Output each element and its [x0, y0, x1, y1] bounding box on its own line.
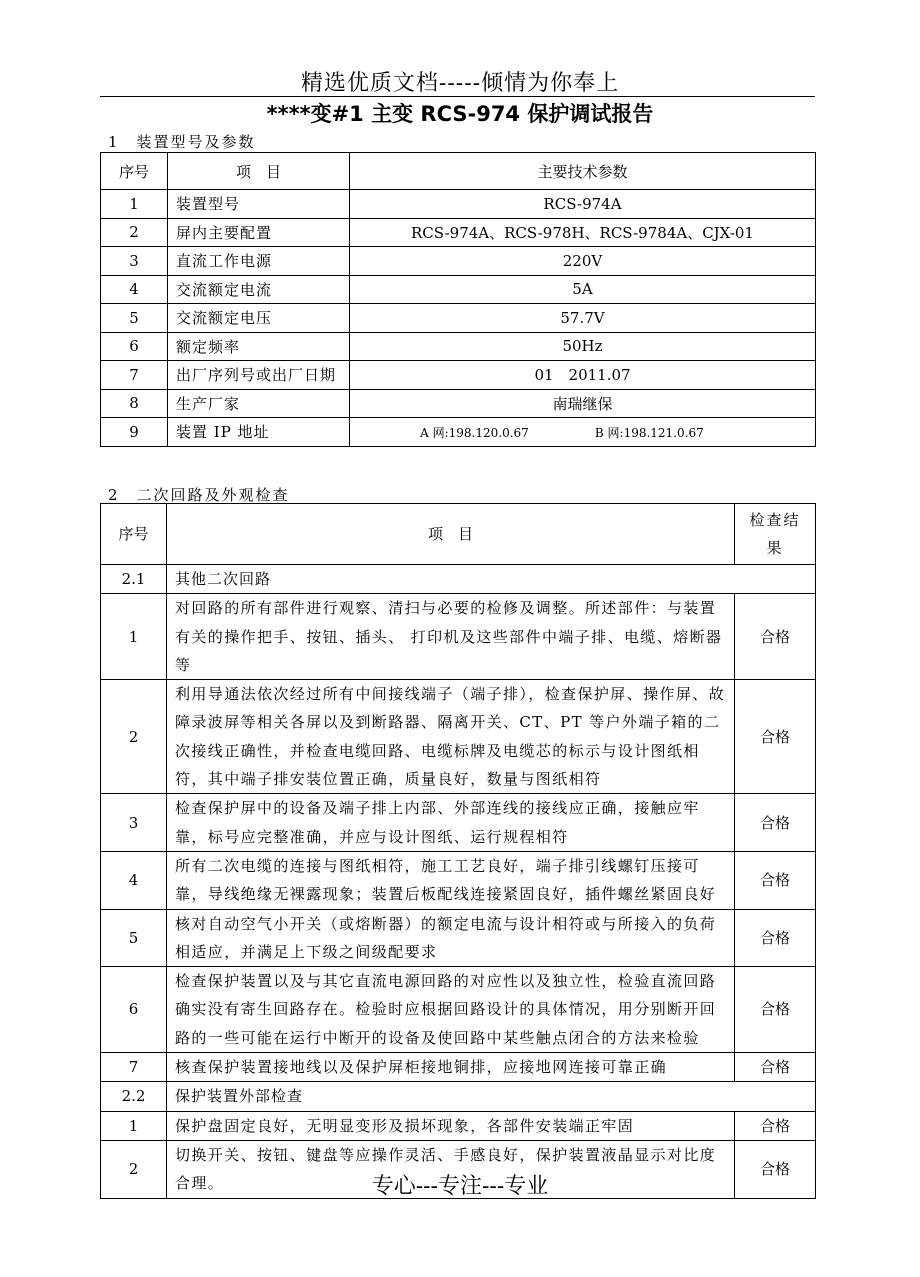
item-value: RCS-974A、RCS-978H、RCS-9784A、CJX-01	[350, 218, 816, 247]
item-name: 屏内主要配置	[168, 218, 350, 247]
item-value: RCS-974A	[350, 190, 816, 219]
check-result: 合格	[735, 680, 816, 794]
item-name: 出厂序列号或出厂日期	[168, 361, 350, 390]
check-result: 合格	[735, 909, 816, 967]
ip-address-a: A 网:198.120.0.67	[420, 425, 529, 440]
column-header-item: 项 目	[167, 504, 735, 565]
table-row	[101, 190, 816, 219]
row-number: 9	[101, 418, 168, 447]
check-result: 合格	[735, 1053, 816, 1082]
ip-address-b: B 网:198.121.0.67	[594, 425, 704, 440]
item-name: 装置 IP 地址	[168, 418, 350, 447]
row-number: 8	[101, 389, 168, 418]
ip-address-cell	[350, 418, 816, 447]
table-row	[101, 851, 816, 909]
row-number: 4	[101, 851, 167, 909]
table-row	[101, 680, 816, 794]
column-header-result: 检查结果	[735, 504, 816, 565]
check-description: 对回路的所有部件进行观察、清扫与必要的检修及调整。所述部件：与装置有关的操作把手、按钮、插头、 打印机及这些部件中端子排、电缆、熔断器等	[167, 594, 735, 680]
row-number: 1	[101, 594, 167, 680]
report-title: ****变#1 主变 RCS-974 保护调试报告	[266, 102, 654, 126]
page-footer: 专心---专注---专业	[371, 1174, 549, 1199]
check-result: 合格	[735, 594, 816, 680]
table-row	[101, 304, 816, 333]
table-row	[101, 909, 816, 967]
item-name: 生产厂家	[168, 389, 350, 418]
item-name: 交流额定电流	[168, 275, 350, 304]
item-value: 01 2011.07	[350, 361, 816, 390]
column-header-params: 主要技术参数	[350, 153, 816, 190]
table-row	[101, 794, 816, 852]
row-number: 1	[101, 190, 168, 219]
item-value: 220V	[350, 247, 816, 276]
row-number: 1	[101, 1111, 167, 1140]
table-header-row	[101, 504, 816, 565]
row-number: 3	[101, 247, 168, 276]
item-value: 5A	[350, 275, 816, 304]
table-row	[101, 361, 816, 390]
item-value: 50Hz	[350, 332, 816, 361]
check-result: 合格	[735, 851, 816, 909]
table-row	[101, 594, 816, 680]
section2-heading: 2 二次回路及外观检查	[108, 486, 290, 504]
column-header-no: 序号	[101, 153, 168, 190]
table-row	[101, 418, 816, 447]
item-name: 额定频率	[168, 332, 350, 361]
item-name: 装置型号	[168, 190, 350, 219]
item-value: 57.7V	[350, 304, 816, 333]
column-header-item: 项 目	[168, 153, 350, 190]
row-number: 5	[101, 909, 167, 967]
circuit-inspection-table	[100, 503, 816, 1199]
group-title: 保护装置外部检查	[167, 1082, 816, 1111]
item-value: 南瑞继保	[350, 389, 816, 418]
check-result: 合格	[735, 1140, 816, 1198]
row-number: 6	[101, 967, 167, 1053]
header-divider	[100, 96, 815, 97]
check-result: 合格	[735, 967, 816, 1053]
group-number: 2.1	[101, 565, 167, 594]
page-header: 精选优质文档-----倾情为你奉上	[300, 71, 620, 96]
item-name: 直流工作电源	[168, 247, 350, 276]
column-header-no: 序号	[101, 504, 167, 565]
table-row	[101, 247, 816, 276]
table-header-row	[101, 153, 816, 190]
check-result: 合格	[735, 1111, 816, 1140]
row-number: 7	[101, 1053, 167, 1082]
group-header-row	[101, 1082, 816, 1111]
check-description: 所有二次电缆的连接与图纸相符，施工工艺良好，端子排引线螺钉压接可靠，导线绝缘无裸露现象；装置后板配线连接紧固良好，插件螺丝紧固良好	[167, 851, 735, 909]
table-row	[101, 1111, 816, 1140]
table-row	[101, 275, 816, 304]
row-number: 4	[101, 275, 168, 304]
row-number: 2	[101, 1140, 167, 1198]
check-result: 合格	[735, 794, 816, 852]
row-number: 6	[101, 332, 168, 361]
row-number: 7	[101, 361, 168, 390]
section1-heading: 1 装置型号及参数	[108, 133, 256, 151]
check-description: 切换开关、按钮、键盘等应操作灵活、手感良好，保护装置液晶显示对比度合理。	[167, 1140, 735, 1198]
table-row	[101, 1053, 816, 1082]
check-description: 检查保护装置以及与其它直流电源回路的对应性以及独立性，检验直流回路确实没有寄生回路存在。检验时应根据回路设计的具体情况，用分别断开回路的一些可能在运行中断开的设备及使回路中某些触点闭合的方法来检验	[167, 967, 735, 1053]
table-row	[101, 332, 816, 361]
check-description: 利用导通法依次经过所有中间接线端子（端子排），检查保护屏、操作屏、故障录波屏等相关各屏以及到断路器、隔离开关、CT、PT 等户外端子箱的二次接线正确性，并检查电缆回路、电缆标牌及电缆芯的标示与设计图纸相符，其中端子排安装位置正确，质量良好，数量与图纸相符	[167, 680, 735, 794]
row-number: 2	[101, 680, 167, 794]
table-row	[101, 967, 816, 1053]
row-number: 5	[101, 304, 168, 333]
check-description: 核对自动空气小开关（或熔断器）的额定电流与设计相符或与所接入的负荷相适应，并满足上下级之间级配要求	[167, 909, 735, 967]
group-title: 其他二次回路	[167, 565, 816, 594]
group-header-row	[101, 565, 816, 594]
check-description: 保护盘固定良好，无明显变形及损坏现象，各部件安装端正牢固	[167, 1111, 735, 1140]
group-number: 2.2	[101, 1082, 167, 1111]
table-row	[101, 389, 816, 418]
row-number: 2	[101, 218, 168, 247]
item-name: 交流额定电压	[168, 304, 350, 333]
check-description: 核查保护装置接地线以及保护屏柜接地铜排，应接地网连接可靠正确	[167, 1053, 735, 1082]
device-parameters-table	[100, 152, 816, 447]
row-number: 3	[101, 794, 167, 852]
check-description: 检查保护屏中的设备及端子排上内部、外部连线的接线应正确，接触应牢靠，标号应完整准确，并应与设计图纸、运行规程相符	[167, 794, 735, 852]
table-row	[101, 218, 816, 247]
